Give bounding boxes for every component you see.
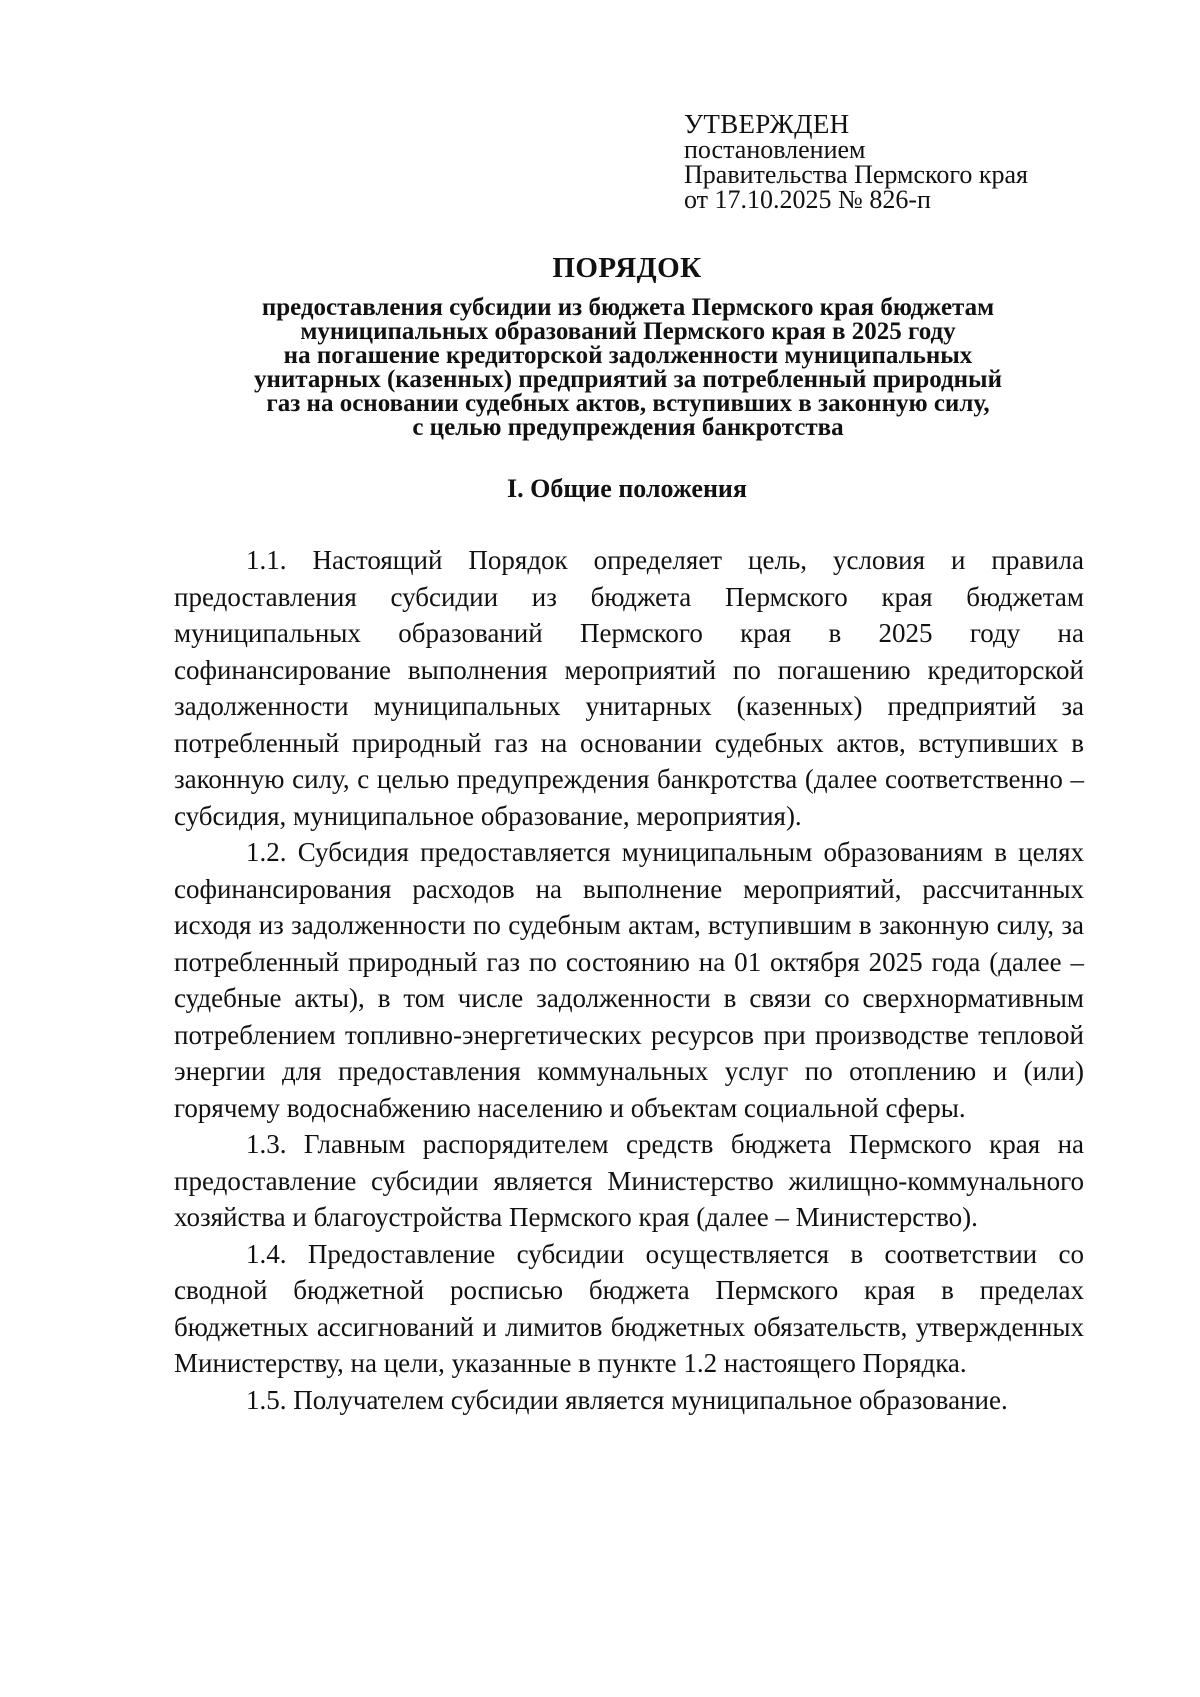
- paragraph: 1.3. Главным распорядителем средств бюджета Пермского края на предоставление субсидии является Министерство жилищно-коммунального хозяйства и благоустройства Пермского края (далее – Министерство).: [174, 1129, 1084, 1232]
- subtitle-line: муниципальных образований Пермского края в 2025 году: [300, 318, 956, 345]
- section-body: [174, 542, 1084, 1418]
- approval-title: УТВЕРЖДЕН: [684, 109, 850, 139]
- paragraph: 1.2. Субсидия предоставляется муниципальным образованиям в целях софинансирования расходов на выполнение мероприятий, рассчитанных исходя из задолженности по судебным актам, вступившим в законную силу, за потребленный природный газ по состоянию на 01 октября 2025 года (далее – судебные акты), в том числе задолженности в связи со сверхнормативным потреблением топливно-энергетических ресурсов при производстве тепловой энергии для предоставления коммунальных услуг по отоплению и (или) горячему водоснабжению населению и объектам социальной сферы.: [174, 837, 1084, 1123]
- paragraph: 1.5. Получателем субсидии является муниципальное образование.: [246, 1384, 1008, 1415]
- subtitle-line: предоставления субсидии из бюджета Пермского края бюджетам: [261, 294, 995, 321]
- subtitle-line: газ на основании судебных актов, вступивших в законную силу,: [266, 390, 990, 417]
- paragraph: 1.1. Настоящий Порядок определяет цель, условия и правила предоставления субсидии из бюджета Пермского края бюджетам муниципальных образований Пермского края в 2025 году на софинансирование выполнения мероприятий по погашению кредиторской задолженности муниципальных унитарных (казенных) предприятий за потребленный природный газ на основании судебных актов, вступивших в законную силу, с целью предупреждения банкротства (далее соответственно – субсидия, муниципальное образование, мероприятия).: [174, 545, 1084, 831]
- approval-line: Правительства Пермского края: [684, 160, 1028, 189]
- document-title: ПОРЯДОК: [552, 252, 702, 284]
- subtitle-line: с целью предупреждения банкротства: [412, 414, 844, 441]
- approval-stamp: [684, 109, 1104, 214]
- approval-line: от 17.10.2025 № 826-п: [684, 185, 931, 214]
- paragraph: 1.4. Предоставление субсидии осуществляется в соответствии со сводной бюджетной росписью бюджета Пермского края в пределах бюджетных ассигнований и лимитов бюджетных обязательств, утвержденных Министерству, на цели, указанные в пункте 1.2 настоящего Порядка.: [174, 1238, 1084, 1378]
- approval-line: постановлением: [684, 135, 866, 164]
- subtitle-line: унитарных (казенных) предприятий за потребленный природный: [254, 366, 1002, 393]
- subtitle-line: на погашение кредиторской задолженности муниципальных: [283, 342, 973, 369]
- section-heading: I. Общие положения: [507, 474, 747, 503]
- document-subtitle: [190, 296, 1066, 440]
